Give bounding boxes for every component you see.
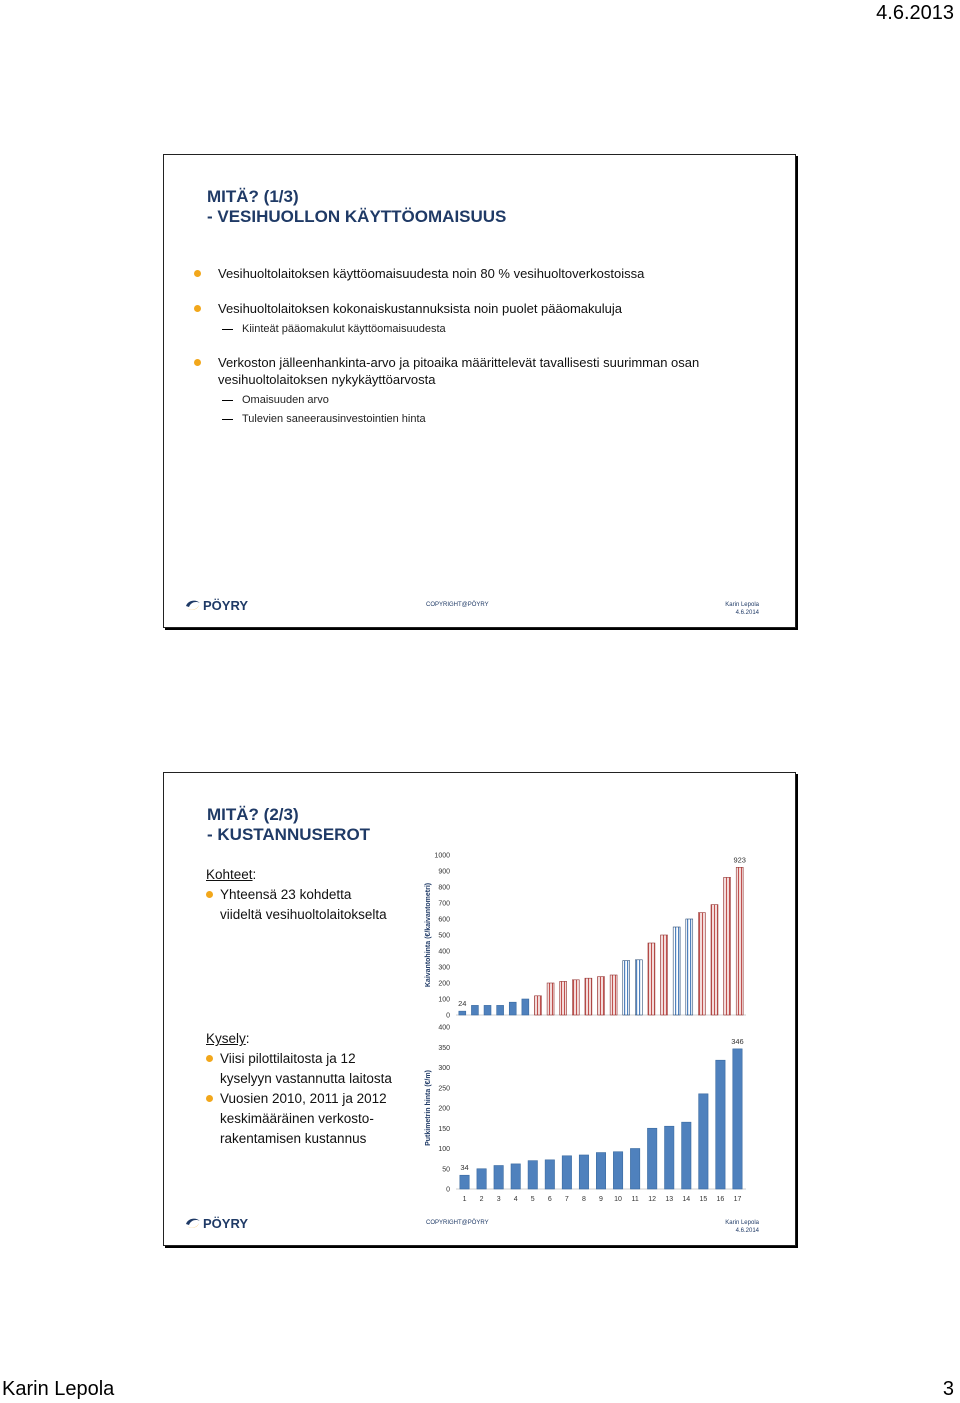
bar	[560, 981, 567, 1015]
x-tick-label: 10	[614, 1196, 622, 1203]
y-tick-label: 250	[438, 1085, 450, 1093]
y-tick-label: 150	[438, 1125, 450, 1133]
bar	[716, 1060, 725, 1189]
y-tick-label: 1000	[434, 852, 450, 860]
bar	[673, 927, 680, 1015]
bar	[682, 1122, 691, 1189]
bar	[698, 913, 705, 1015]
kysely-heading: Kysely	[206, 1031, 246, 1046]
y-tick-label: 200	[438, 980, 450, 988]
page-number: 3	[942, 1378, 954, 1400]
y-axis-label: Putkimetrin hinta (€/m)	[425, 1070, 432, 1146]
bar	[648, 943, 655, 1015]
footer-author-date: Karin Lepola 4.6.2014	[725, 1220, 759, 1234]
bullet-dot-icon	[206, 1055, 213, 1062]
bar	[528, 1161, 537, 1189]
slide-1-title-line-1: MITÄ? (1/3)	[207, 187, 299, 206]
poyry-logo	[184, 1215, 262, 1231]
page-date: 4.6.2013	[876, 2, 954, 24]
bar	[610, 975, 617, 1015]
x-tick-label: 17	[733, 1196, 742, 1203]
x-tick-label: 1	[462, 1196, 467, 1203]
x-tick-label: 8	[581, 1196, 586, 1203]
bar	[630, 1149, 639, 1190]
bullet-dot-icon	[194, 270, 201, 277]
bar	[598, 977, 605, 1015]
slide-1-title-line-2: - VESIHUOLLON KÄYTTÖOMAISUUS	[207, 207, 507, 226]
x-tick-label: 11	[631, 1196, 639, 1203]
bar	[534, 996, 541, 1015]
dash-icon	[222, 329, 233, 330]
kysely-block: Kysely: Viisi pilottilaitosta ja 12 kyselyyn vastannutta laitosta Vuosien 2010, 2011 ja 2012 keskimääräinen verkosto- rakentamisen kustannus	[206, 1029, 406, 1149]
bar	[686, 919, 693, 1015]
bullet-3-sub-2: Tulevien saneerausinvestointien hinta	[194, 411, 775, 428]
bullet-3: Verkoston jälleenhankinta-arvo ja pitoaika määrittelevät tavallisesti suurimman osan vesihuoltolaitoksen nykykäyttöarvosta	[194, 354, 775, 388]
bar	[733, 1049, 742, 1189]
y-tick-label: 50	[442, 1166, 450, 1174]
bullet-dot-icon	[206, 1095, 213, 1102]
bar	[522, 999, 529, 1015]
x-tick-label: 5	[530, 1196, 535, 1203]
bullet-dot-icon	[194, 305, 201, 312]
x-tick-label: 4	[513, 1196, 518, 1203]
bar	[699, 1094, 708, 1189]
bullet-3-sub-1: Omaisuuden arvo	[194, 392, 775, 409]
y-tick-label: 0	[446, 1186, 450, 1194]
x-tick-label: 7	[564, 1196, 569, 1203]
bullet-dot-icon	[206, 891, 213, 898]
dash-icon	[222, 400, 233, 401]
y-tick-label: 500	[438, 932, 450, 940]
bar	[484, 1005, 491, 1015]
y-tick-label: 400	[438, 1024, 450, 1032]
x-tick-label: 16	[716, 1196, 725, 1203]
y-tick-label: 700	[438, 900, 450, 908]
bar	[509, 1002, 516, 1015]
bar	[562, 1156, 571, 1189]
x-tick-label: 3	[496, 1196, 501, 1203]
x-tick-label: 13	[665, 1196, 674, 1203]
data-label: 34	[460, 1163, 469, 1173]
y-tick-label: 600	[438, 916, 450, 924]
bar	[579, 1155, 588, 1189]
bar	[736, 867, 743, 1015]
bar	[711, 905, 718, 1015]
bar	[596, 1153, 605, 1189]
bar	[494, 1166, 503, 1189]
page-footer-author: Karin Lepola	[2, 1378, 115, 1400]
slide-2-title-line-1: MITÄ? (2/3)	[207, 805, 299, 824]
slide-1	[163, 154, 796, 628]
kohteet-block: Kohteet: Yhteensä 23 kohdetta viideltä vesihuoltolaitokselta	[206, 865, 406, 925]
bullet-dot-icon	[194, 359, 201, 366]
footer-copyright: COPYRIGHT@PÖYRY	[426, 1220, 489, 1226]
slide-1-bullets	[194, 265, 775, 430]
bullet-1: Vesihuoltolaitoksen käyttöomaisuudesta noin 80 % vesihuoltoverkostoissa	[194, 265, 775, 282]
data-label: 24	[458, 999, 467, 1009]
bar	[460, 1175, 469, 1189]
x-tick-label: 2	[479, 1196, 484, 1203]
x-tick-label: 9	[599, 1196, 603, 1203]
slide-1-title	[207, 187, 506, 227]
footer-copyright: COPYRIGHT@PÖYRY	[426, 602, 489, 608]
bar	[647, 1128, 656, 1189]
y-axis-label: Kaivantohinta (€/kaivantometri)	[425, 882, 432, 988]
bar	[724, 877, 731, 1015]
dash-icon	[222, 419, 233, 420]
bullet-2: Vesihuoltolaitoksen kokonaiskustannuksista noin puolet pääomakuluja	[194, 300, 775, 317]
bar	[545, 1160, 554, 1189]
chart-kaivantohinta	[414, 849, 754, 1021]
bar	[511, 1164, 520, 1189]
x-tick-label: 15	[699, 1196, 708, 1203]
svg-text:PÖYRY: PÖYRY	[203, 598, 249, 613]
bullet-2-sub-1: Kiinteät pääomakulut käyttöomaisuudesta	[194, 321, 775, 338]
y-tick-label: 200	[438, 1105, 450, 1113]
y-tick-label: 100	[438, 1146, 450, 1153]
bar	[661, 935, 668, 1015]
bar	[547, 983, 554, 1015]
poyry-logo	[184, 597, 262, 613]
y-tick-label: 300	[438, 1065, 450, 1072]
bar	[613, 1152, 622, 1189]
footer-author-date: Karin Lepola 4.6.2014	[725, 602, 759, 616]
kohteet-heading: Kohteet	[206, 867, 253, 882]
slide-2	[163, 772, 796, 1246]
bar	[623, 961, 630, 1015]
y-tick-label: 350	[438, 1044, 450, 1052]
bar	[459, 1011, 466, 1015]
slide-2-footer	[164, 1205, 795, 1245]
x-tick-label: 14	[682, 1196, 691, 1203]
kohteet-bullet: Yhteensä 23 kohdetta	[206, 885, 406, 905]
y-tick-label: 0	[446, 1012, 450, 1020]
y-tick-label: 400	[438, 948, 450, 956]
bar	[585, 978, 592, 1015]
bar	[497, 1005, 504, 1015]
slide-2-title	[207, 805, 370, 845]
slide-2-title-line-2: - KUSTANNUSEROT	[207, 825, 371, 844]
kysely-bullet-1: Viisi pilottilaitosta ja 12	[206, 1049, 406, 1069]
svg-text:PÖYRY: PÖYRY	[203, 1216, 249, 1231]
kysely-bullet-2: Vuosien 2010, 2011 ja 2012	[206, 1089, 406, 1109]
x-tick-label: 6	[547, 1196, 552, 1203]
y-tick-label: 800	[438, 884, 450, 892]
bar	[471, 1005, 478, 1015]
slide-1-footer	[164, 587, 795, 627]
bar	[572, 980, 579, 1015]
y-tick-label: 900	[438, 868, 450, 876]
bar	[665, 1126, 674, 1189]
y-tick-label: 300	[438, 964, 450, 972]
y-tick-label: 100	[438, 996, 450, 1004]
bar	[477, 1169, 486, 1189]
data-label: 923	[733, 855, 746, 865]
x-tick-label: 12	[648, 1196, 657, 1203]
bar	[635, 960, 642, 1015]
chart-putkimetrin-hinta	[414, 1023, 754, 1213]
data-label: 346	[731, 1036, 744, 1046]
